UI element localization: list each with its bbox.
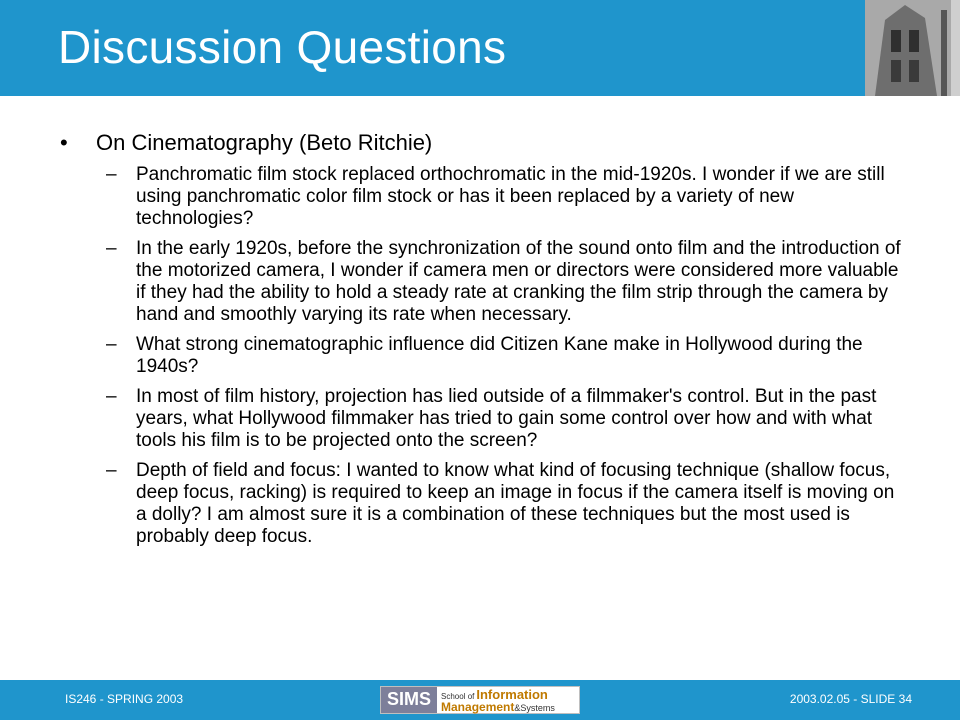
- logo-information: Information: [476, 687, 548, 702]
- building-photo-icon: [865, 0, 960, 96]
- dash-marker: –: [106, 460, 117, 481]
- bullet-heading: On Cinematography (Beto Ritchie): [96, 130, 433, 155]
- logo-school-text: [437, 687, 579, 713]
- dash-marker: –: [106, 238, 117, 259]
- sub-list: [106, 164, 906, 548]
- sub-item-text: In most of film history, projection has lied outside of a filmmaker's control. But in the past years, what Hollywood filmmaker has tried to gain some control over how and with what tools his film is to be projected onto the screen?: [136, 386, 877, 451]
- sub-item-text: What strong cinematographic influence did Citizen Kane make in Hollywood during the 1940s?: [136, 334, 863, 377]
- sub-item-text: Depth of field and focus: I wanted to know what kind of focusing technique (shallow focus, deep focus, racking) is required to keep an image in focus if the camera itself is moving on a dolly? I am almost sure it is a combination of these techniques but the most used is probably deep focus.: [136, 460, 895, 547]
- sub-item: [106, 460, 906, 548]
- sub-item: [106, 386, 906, 452]
- course-label: IS246 - SPRING 2003: [65, 692, 184, 706]
- dash-marker: –: [106, 164, 117, 185]
- sub-item-text: Panchromatic film stock replaced orthochromatic in the mid-1920s. I wonder if we are still using panchromatic color film stock or has it been replaced by a variety of new technologies?: [136, 164, 885, 229]
- sub-item: [106, 334, 906, 378]
- dash-marker: –: [106, 334, 117, 355]
- slide-number-label: 2003.02.05 - SLIDE 34: [789, 692, 912, 706]
- sub-item: [106, 238, 906, 326]
- sub-item-text: In the early 1920s, before the synchronization of the sound onto film and the introduction of the motorized camera, I wonder if camera men or directors were considered more valuable if they had the ability to hold a steady rate at cranking the film strip through the camera by hand and smoothly varying its rate when necessary.: [136, 238, 901, 325]
- sims-logo: [380, 686, 580, 714]
- logo-systems: &Systems: [514, 703, 555, 713]
- slide-content: [60, 130, 920, 556]
- dash-marker: –: [106, 386, 117, 407]
- bullet-item: [60, 130, 920, 156]
- logo-line-2: [441, 700, 555, 714]
- slide-title: Discussion Questions: [58, 21, 507, 73]
- sub-item: [106, 164, 906, 230]
- logo-school-of: School of: [441, 692, 475, 701]
- logo-management: Management: [441, 700, 515, 714]
- bullet-dot: •: [60, 130, 68, 155]
- logo-sims-text: SIMS: [381, 687, 437, 713]
